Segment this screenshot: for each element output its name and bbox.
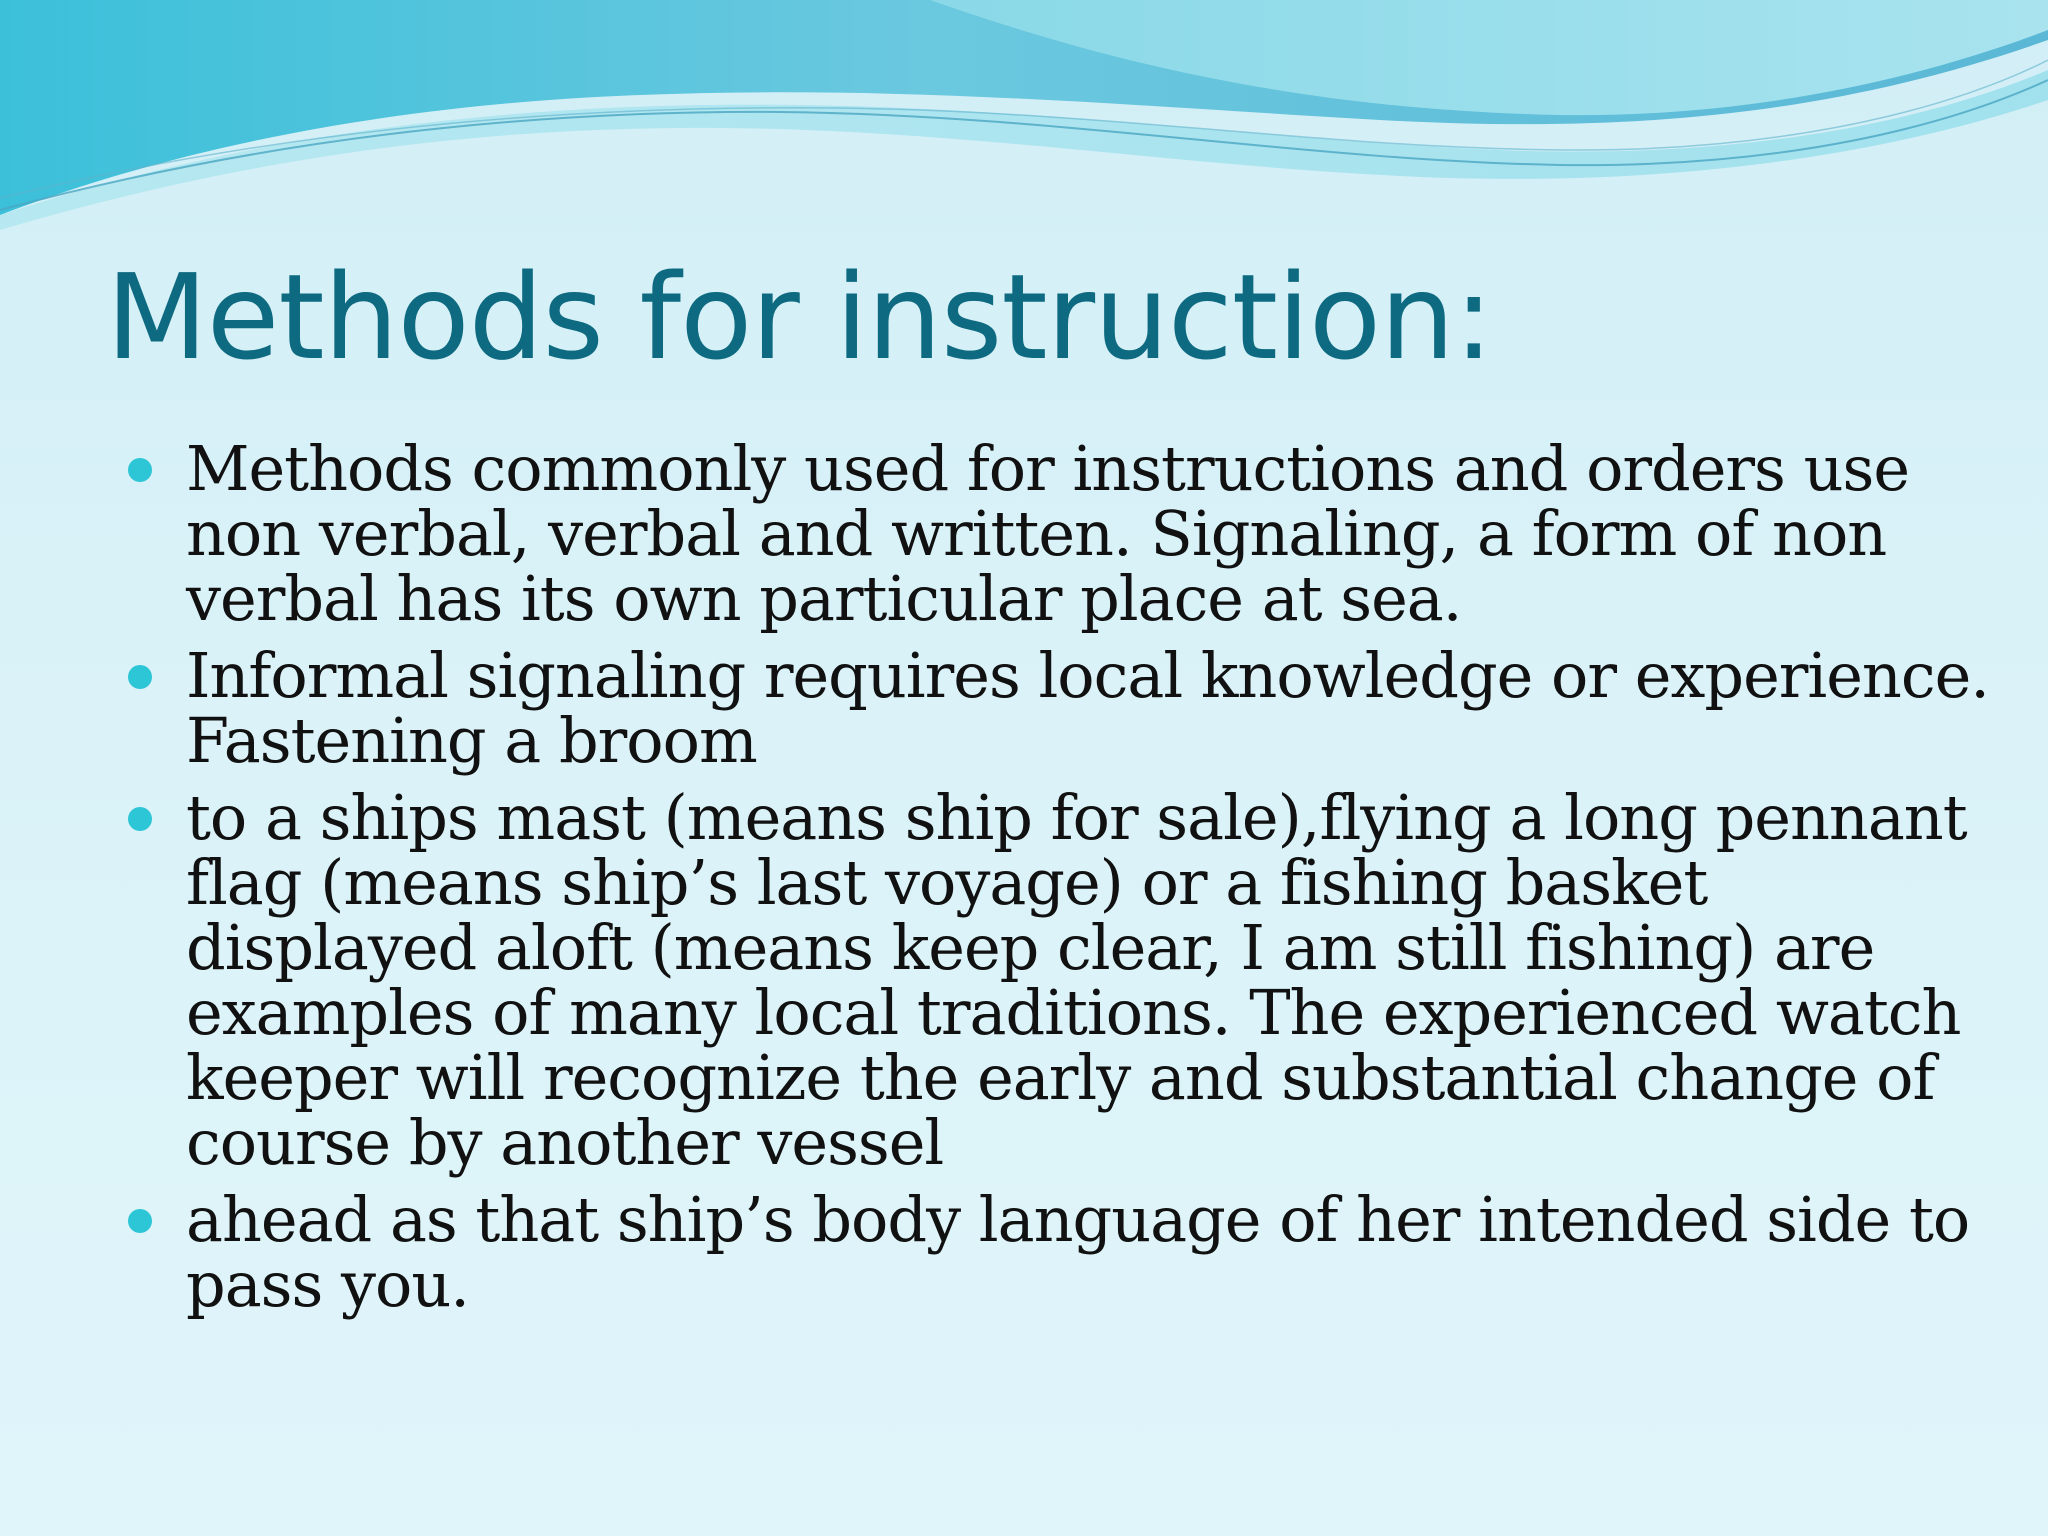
bullet-text: to a ships mast (means ship for sale),flying a long pennant flag (means ship’s last voyage) or a fishing basket displayed aloft (means keep clear, I am still fishing) are examples of many local traditions. The experienced watch keeper will recognize the early and substantial change of course by another vessel: [186, 781, 1967, 1179]
slide-title: Methods for instruction:: [106, 248, 1493, 386]
bullet-dot-icon: [128, 665, 152, 689]
bullet-item: [128, 639, 2008, 777]
bullet-item: [128, 781, 2008, 1179]
bullet-item: [128, 1183, 2008, 1321]
bullet-text: Informal signaling requires local knowledge or experience. Fastening a broom: [186, 639, 1989, 777]
bullet-dot-icon: [128, 458, 152, 482]
bullet-text: ahead as that ship’s body language of her intended side to pass you.: [186, 1183, 1970, 1321]
bullet-item: [128, 432, 2008, 635]
bullet-dot-icon: [128, 807, 152, 831]
bullet-list: [128, 432, 2008, 1329]
bullet-text: Methods commonly used for instructions and orders use non verbal, verbal and written. Signaling, a form of non verbal has its own particular place at sea.: [186, 432, 1910, 635]
wave-header-decoration: [0, 0, 2048, 260]
bullet-dot-icon: [128, 1209, 152, 1233]
